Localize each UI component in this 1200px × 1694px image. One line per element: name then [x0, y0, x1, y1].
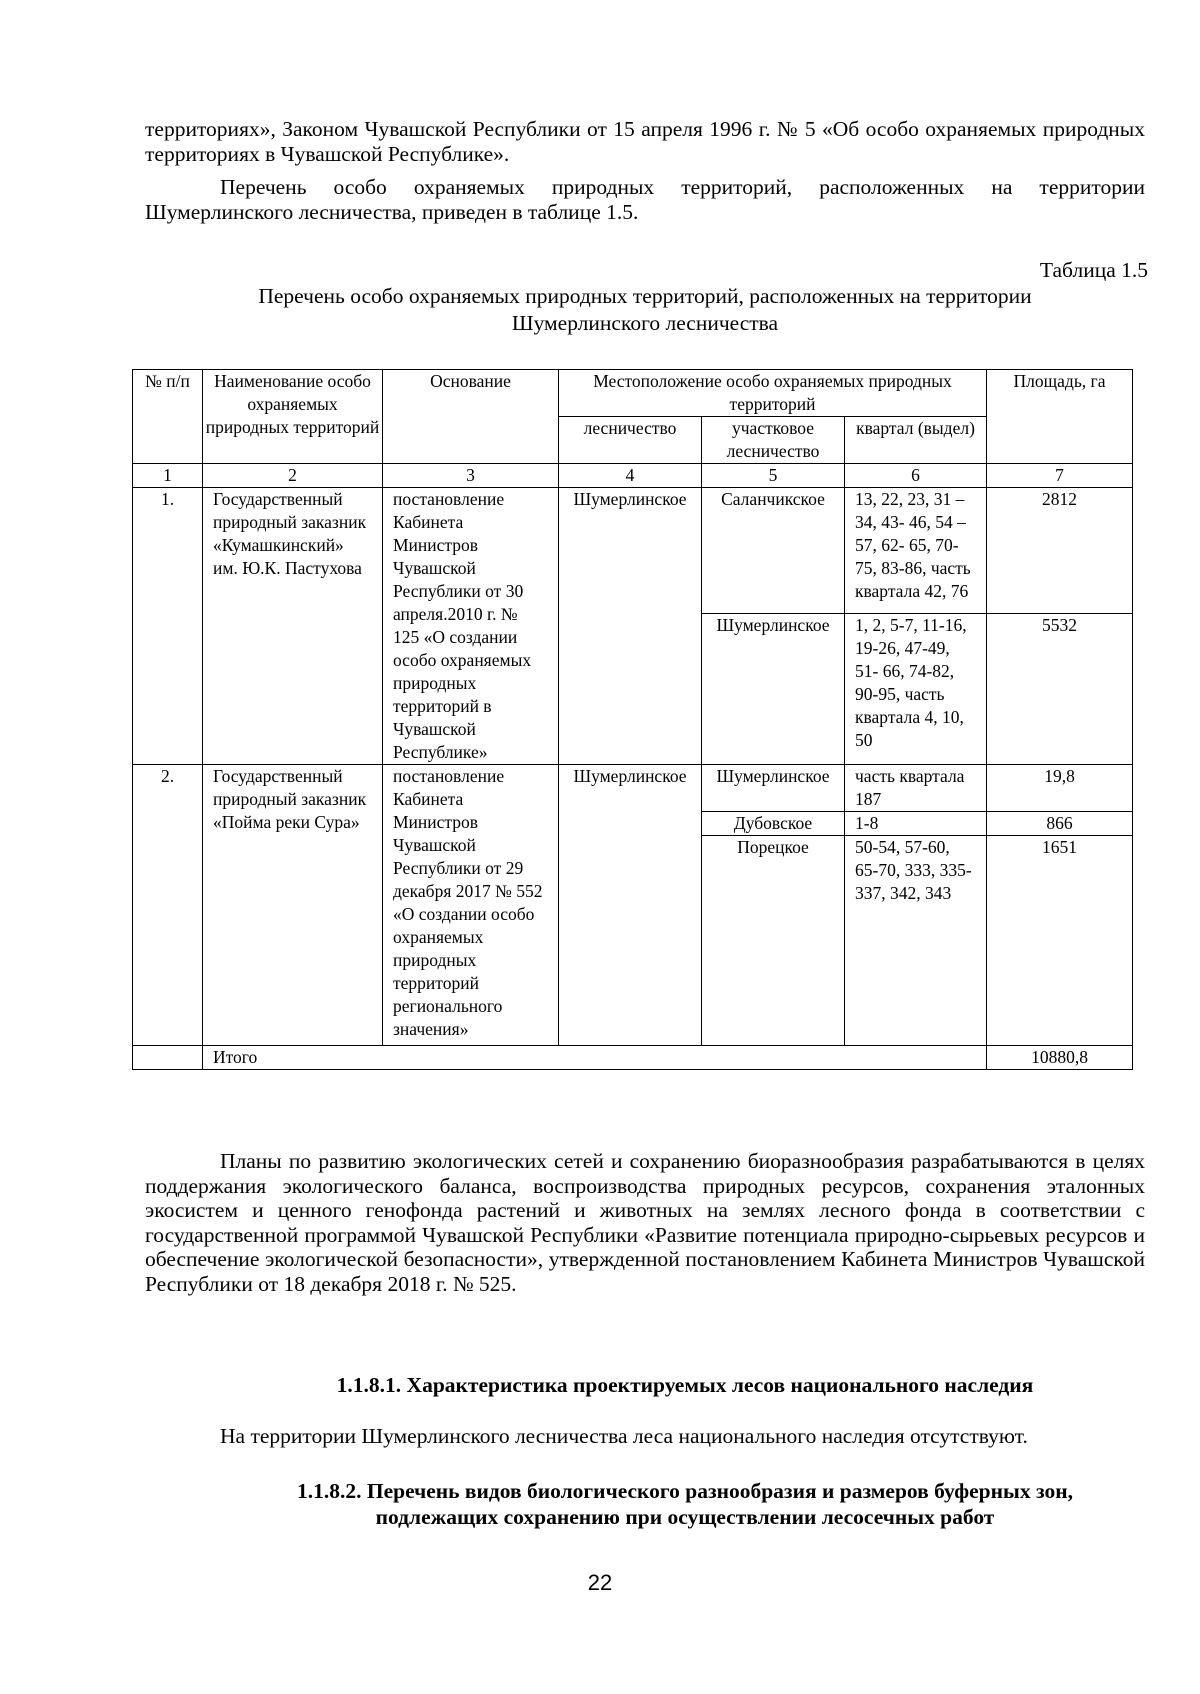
row-quarter: часть квартала 187 — [845, 765, 987, 812]
protected-areas-table — [132, 369, 1133, 1070]
total-empty-cell — [133, 1046, 203, 1070]
header-district: участковое лесничество — [702, 417, 845, 464]
table-number: Таблица 1.5 — [1039, 258, 1148, 282]
header-quarter: квартал (выдел) — [845, 417, 987, 464]
section-heading-1-1-8-2 — [145, 1478, 1145, 1530]
section-heading-1-1-8-1: 1.1.8.1. Характеристика проектируемых лесов национального наследия — [336, 1373, 1034, 1397]
header-area: Площадь, га — [987, 370, 1133, 464]
header-name: Наименование особо охраняемых природных территорий — [203, 370, 383, 464]
table-row — [133, 488, 1133, 614]
row-district: Шумерлинское — [702, 614, 845, 765]
row-num: 2. — [133, 765, 203, 1046]
header-forestry: лесничество — [559, 417, 702, 464]
intro-paragraph-1: территориях», Законом Чувашской Республики от 15 апреля 1996 г. № 5 «Об особо охраняемых природных территориях в Чувашской Республике». — [145, 117, 1145, 166]
intro-paragraph-2: Перечень особо охраняемых природных территорий, расположенных на территории Шумерлинского лесничества, приведен в таблице 1.5. — [145, 175, 1145, 224]
row-district: Порецкое — [702, 836, 845, 1046]
col-number: 6 — [845, 464, 987, 488]
section-heading-1-1-8-2-line-1: 1.1.8.2. Перечень видов биологического разнообразия и размеров буферных зон, — [297, 1479, 1073, 1503]
row-quarter: 1-8 — [845, 812, 987, 836]
row-quarter: 1, 2, 5-7, 11-16, 19-26, 47-49, 51- 66, 74-82, 90-95, часть квартала 4, 10, 50 — [845, 614, 987, 765]
row-district: Шумерлинское — [702, 765, 845, 812]
row-area: 5532 — [987, 614, 1133, 765]
col-number: 5 — [702, 464, 845, 488]
row-quarter: 13, 22, 23, 31 – 34, 43- 46, 54 – 57, 62- 65, 70-75, 83-86, часть квартала 42, 76 — [845, 488, 987, 614]
header-num: № п/п — [133, 370, 203, 464]
header-location: Местоположение особо охраняемых природных территорий — [559, 370, 987, 417]
row-area: 2812 — [987, 488, 1133, 614]
row-area: 19,8 — [987, 765, 1133, 812]
paragraph-national-heritage: На территории Шумерлинского лесничества леса национального наследия отсутствуют. — [220, 1424, 1028, 1448]
row-district: Дубовское — [702, 812, 845, 836]
row-area: 866 — [987, 812, 1133, 836]
table-total-row — [133, 1046, 1133, 1070]
table-row — [133, 765, 1133, 812]
row-basis: постановление Кабинета Министров Чувашской Республики от 29 декабря 2017 № 552 «О создании особо охраняемых природных территорий регионального значения» — [383, 765, 559, 1046]
col-number: 7 — [987, 464, 1133, 488]
col-number: 3 — [383, 464, 559, 488]
total-label: Итого — [203, 1046, 987, 1070]
row-quarter: 50-54, 57-60, 65-70, 333, 335-337, 342, 343 — [845, 836, 987, 1046]
row-forestry: Шумерлинское — [559, 488, 702, 765]
table-title-line-1: Перечень особо охраняемых природных территорий, расположенных на территории — [258, 284, 1032, 308]
paragraph-plans: Планы по развитию экологических сетей и сохранению биоразнообразия разрабатываются в целях поддержания экологического баланса, воспроизводства природных ресурсов, сохранения эталонных экосистем и ценного генофонда растений и животных на землях лесного фонда в соответствии с государственной программой Чувашской Республики «Развитие потенциала природно-сырьевых ресурсов и обеспечение экологической безопасности», утвержденной постановлением Кабинета Министров Чувашской Республики от 18 декабря 2018 г. № 525. — [145, 1149, 1145, 1296]
row-district: Саланчикское — [702, 488, 845, 614]
table-title-line-2: Шумерлинского лесничества — [511, 311, 779, 335]
row-name: Государственный природный заказник «Пойма реки Сура» — [203, 765, 383, 1046]
table-title — [145, 283, 1145, 337]
row-forestry: Шумерлинское — [559, 765, 702, 1046]
row-basis: постановление Кабинета Министров Чувашской Республики от 30 апреля.2010 г. № 125 «О создании особо охраняемых природных территорий в Чувашской Республике» — [383, 488, 559, 765]
total-value: 10880,8 — [987, 1046, 1133, 1070]
col-number: 4 — [559, 464, 702, 488]
row-area: 1651 — [987, 836, 1133, 1046]
col-number: 1 — [133, 464, 203, 488]
col-number: 2 — [203, 464, 383, 488]
section-heading-1-1-8-2-line-2: подлежащих сохранению при осуществлении лесосечных работ — [375, 1505, 995, 1529]
row-num: 1. — [133, 488, 203, 765]
page-number: 22 — [587, 1570, 613, 1595]
header-basis: Основание — [383, 370, 559, 464]
row-name: Государственный природный заказник «Кумашкинский» им. Ю.К. Пастухова — [203, 488, 383, 765]
